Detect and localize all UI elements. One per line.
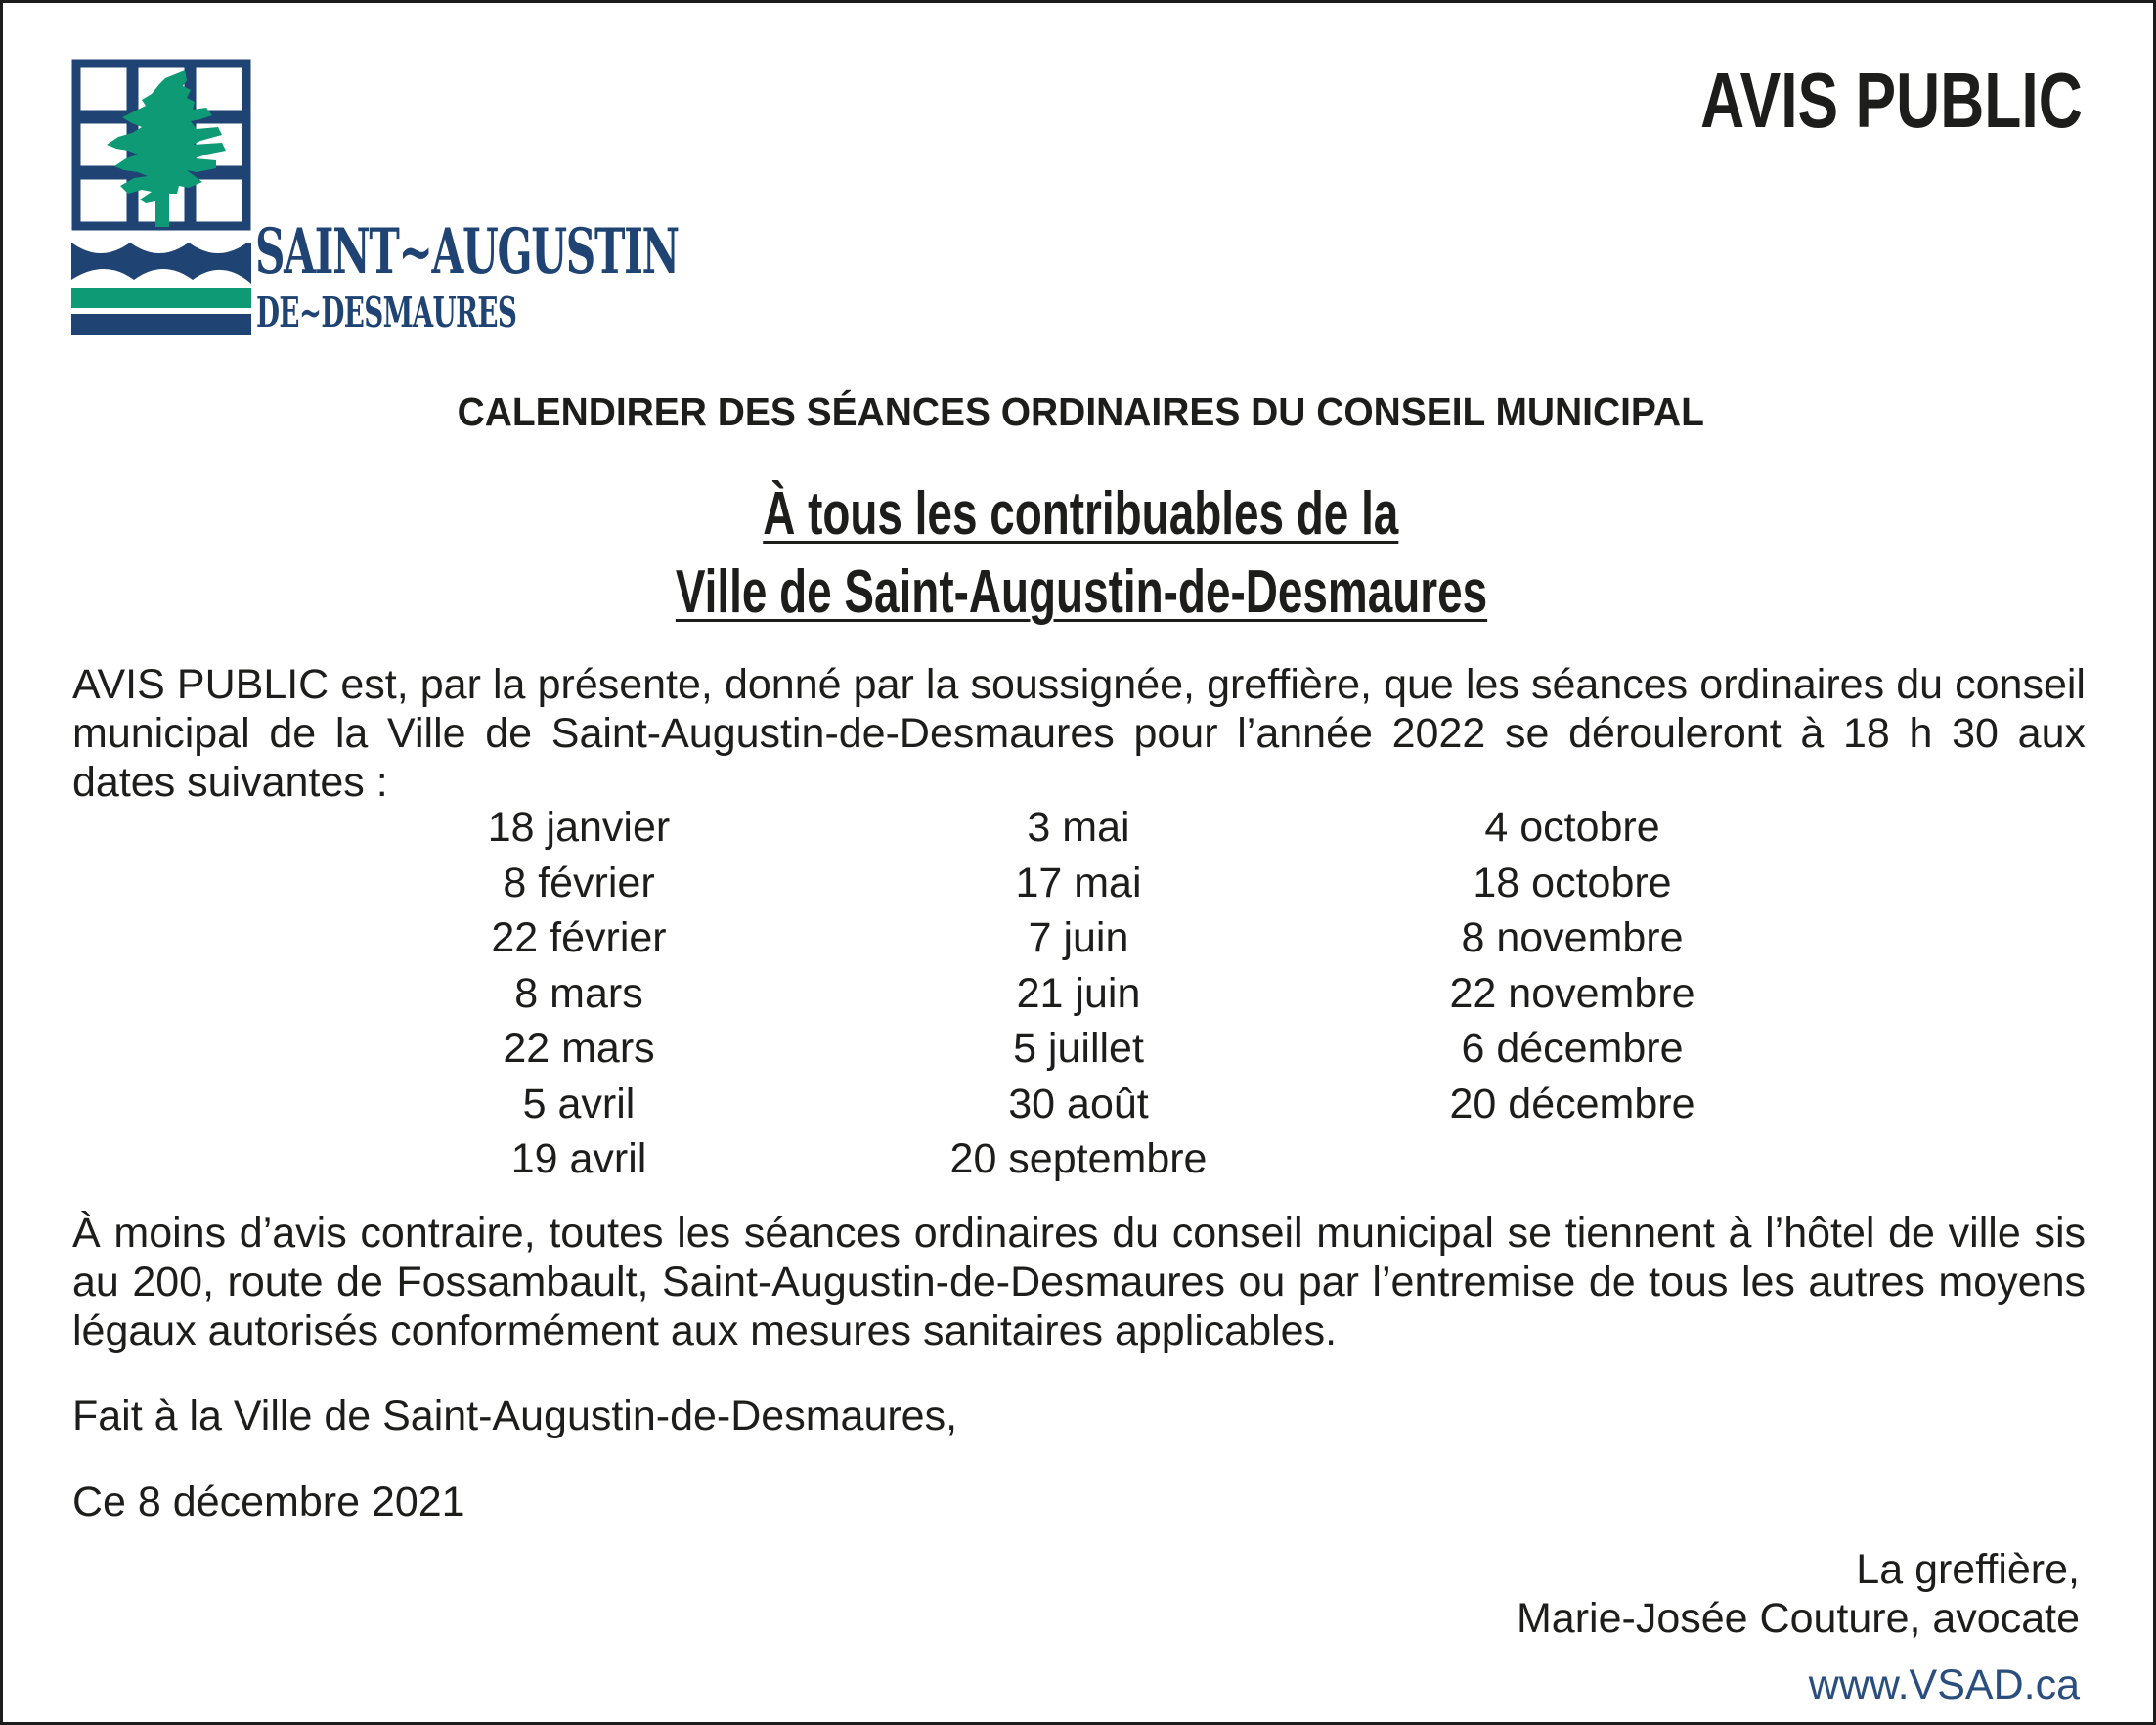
meeting-date: 3 mai [1027, 804, 1130, 851]
subtitle-line-2 [3, 558, 2156, 626]
document-heading-text: CALENDIRER DES SÉANCES ORDINAIRES DU CONSEIL MUNICIPAL [457, 389, 1705, 434]
meeting-date: 5 avril [522, 1080, 636, 1128]
meeting-date: 21 juin [1016, 969, 1141, 1017]
meeting-dates-list [3, 800, 2156, 1191]
location-line: légaux autorisés conformément aux mesures sanitaires applicables. [72, 1307, 1338, 1354]
location-line: au 200, route de Fossambault, Saint-Augustin-de-Desmaures ou par l’entremise de tous les autres moyens [72, 1259, 2086, 1305]
done-at-line [72, 1392, 2086, 1440]
subtitle-line-1-text: À tous les contribuables de la [763, 480, 1399, 548]
tree-icon [107, 70, 226, 203]
meeting-date: 8 février [503, 859, 655, 907]
subtitle-line-1 [3, 480, 2156, 548]
intro-line: municipal de la Ville de Saint-Augustin-de-Desmaures pour l’année 2022 se dérouleront à 18 h 30 aux [72, 710, 2086, 757]
tree-trunk [155, 194, 169, 227]
meeting-date: 22 mars [503, 1025, 655, 1072]
meeting-date: 20 décembre [1449, 1080, 1695, 1128]
dates-column-2 [873, 800, 1284, 1187]
subtitle-line-2-text: Ville de Saint-Augustin-de-Desmaures [675, 558, 1487, 626]
city-logo [69, 57, 725, 340]
signature-name: Marie-Josée Couture, avocate [1516, 1595, 2080, 1642]
location-line: À moins d’avis contraire, toutes les séances ordinaires du conseil municipal se tiennent à l’hôtel de ville sis [72, 1210, 2086, 1257]
intro-line: AVIS PUBLIC est, par la présente, donné par la soussignée, greffière, que les séances ordinaires du conseil [72, 661, 2086, 708]
intro-paragraph [72, 660, 2086, 807]
dates-column-1 [374, 800, 784, 1187]
meeting-date: 18 janvier [487, 804, 671, 851]
meeting-date: 4 octobre [1484, 804, 1660, 851]
meeting-date: 5 juillet [1013, 1025, 1144, 1072]
date-line [72, 1478, 2086, 1526]
meeting-date: 8 novembre [1461, 914, 1684, 961]
website-link[interactable]: www.VSAD.ca [1808, 1661, 2080, 1708]
meeting-date: 7 juin [1028, 914, 1129, 961]
date-line-text: Ce 8 décembre 2021 [72, 1479, 465, 1526]
meeting-date: 20 septembre [949, 1135, 1208, 1182]
logo-name-sub: DE~DESMAURES [256, 288, 517, 336]
signature-title: La greffière, [1856, 1546, 2080, 1593]
meeting-date: 6 décembre [1461, 1025, 1684, 1072]
logo-emblem-icon [69, 57, 265, 340]
meeting-date: 17 mai [1015, 859, 1142, 907]
navy-stripe [71, 314, 251, 335]
meeting-date: 30 août [1008, 1080, 1149, 1128]
logo-name-main: SAINT~AUGUSTIN [255, 215, 679, 288]
meeting-date: 22 février [491, 914, 667, 961]
notice-label: AVIS PUBLIC [1700, 57, 2083, 144]
meeting-date: 19 avril [510, 1135, 647, 1182]
done-at-text: Fait à la Ville de Saint-Augustin-de-Desmaures, [72, 1393, 958, 1439]
location-paragraph [72, 1209, 2086, 1355]
intro-line: dates suivantes : [72, 759, 388, 806]
meeting-date: 22 novembre [1449, 969, 1695, 1017]
document-heading [3, 389, 2156, 434]
meeting-date: 18 octobre [1473, 859, 1672, 907]
waves-icon [71, 243, 251, 284]
meeting-date: 8 mars [514, 969, 643, 1017]
green-stripe [71, 288, 251, 308]
dates-column-3 [1367, 800, 1778, 1131]
